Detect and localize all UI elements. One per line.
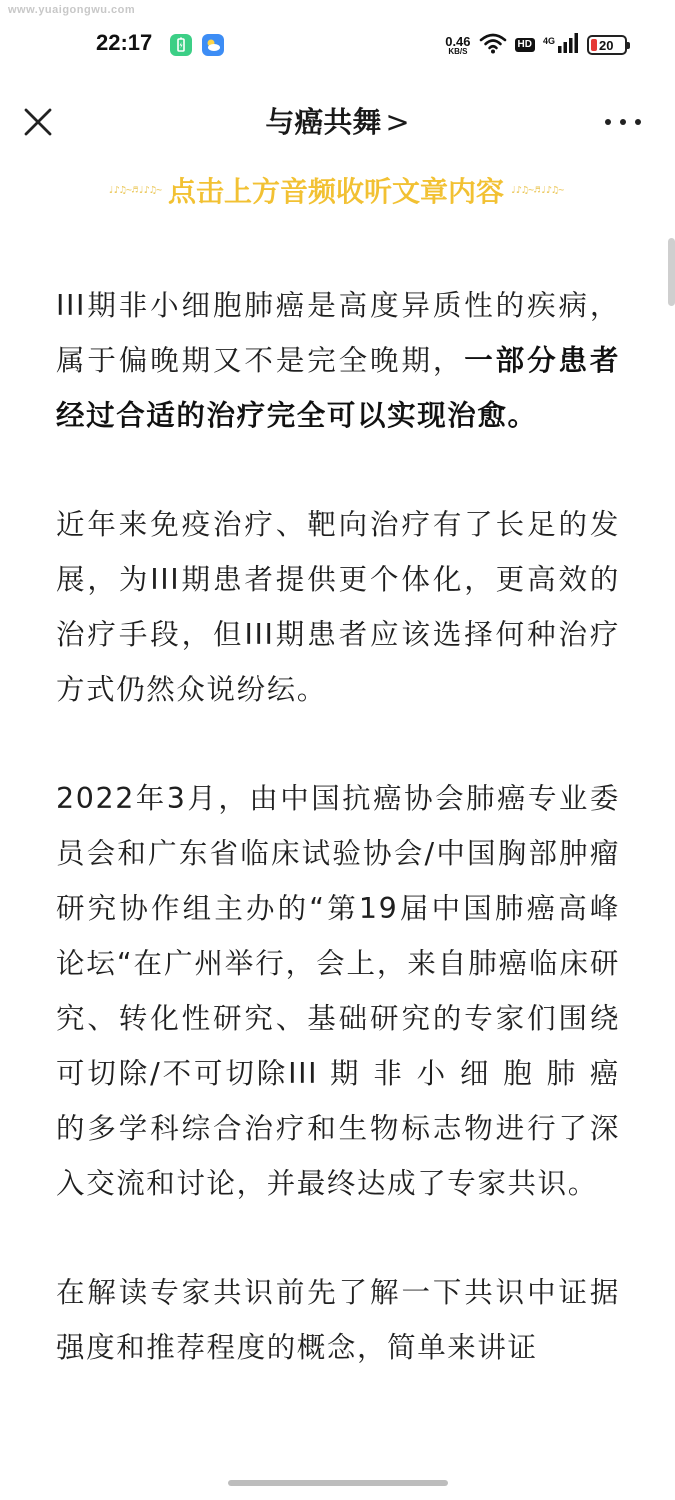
account-title-link[interactable]	[0, 104, 675, 140]
more-icon-dot	[605, 119, 611, 125]
signal-icon	[557, 32, 579, 58]
article-paragraph	[56, 278, 620, 443]
network-type: 4G	[542, 36, 555, 46]
status-time: 22:17	[96, 30, 153, 55]
hd-badge: HD	[515, 38, 535, 52]
article-paragraph: 2022年3月，由中国抗癌协会肺癌专业委员会和广东省临床试验协会/中国胸部肿瘤研究协作组主办的“第19届中国肺癌高峰论坛“在广州举行，会上，来自肺癌临床研究、转化性研究、基础研究的专家们围绕可切除/不可切除III 期 非 小 细 胞 肺 癌的多学科综合治疗和生物标志物进行了深入交流和讨论，并最终达成了专家共识。	[56, 782, 620, 1200]
home-indicator[interactable]	[228, 1480, 448, 1486]
article-paragraph: 近年来免疫治疗、靶向治疗有了长足的发展，为III期患者提供更个体化，更高效的治疗手段，但III期患者应该选择何种治疗方式仍然众说纷纭。	[56, 508, 620, 706]
network-speed-value: 0.46	[445, 33, 471, 49]
battery-app-icon	[170, 34, 192, 56]
battery-fill	[591, 39, 597, 51]
chevron-right-icon: >	[385, 105, 410, 139]
paragraph-bold-text: 一部分患者经过合适的治疗完全可以实现治愈。	[56, 344, 620, 432]
battery-level: 20	[599, 37, 614, 53]
audio-banner	[56, 168, 616, 212]
more-icon-dot	[635, 119, 641, 125]
network-speed	[445, 35, 470, 56]
audio-prompt-text: 点击上方音频收听文章内容	[167, 175, 504, 208]
more-button[interactable]	[605, 114, 641, 130]
music-notes-decoration: ♩♪♫~♬♩♪♫~	[107, 184, 162, 196]
network-speed-unit: KB/S	[448, 46, 468, 56]
paragraph-text: III期非小细胞肺癌是高度异质性的疾病，属于偏晚期又不是完全晚期，	[56, 289, 620, 377]
article-body	[56, 278, 620, 1375]
scrollbar-thumb[interactable]	[668, 238, 675, 306]
bottom-area	[0, 1445, 675, 1500]
wifi-icon	[479, 32, 507, 58]
music-notes-decoration: ♩♪♫~♬♩♪♫~	[510, 184, 565, 196]
status-indicators	[445, 32, 627, 58]
battery-indicator	[587, 35, 627, 55]
page-title: 与癌共舞	[265, 105, 382, 139]
nav-bar	[0, 90, 675, 154]
more-icon-dot	[620, 119, 626, 125]
article-paragraph: 在解读专家共识前先了解一下共识中证据强度和推荐程度的概念，简单来讲证	[56, 1276, 620, 1364]
weather-icon	[202, 34, 224, 56]
watermark: www.yuaigongwu.com	[8, 4, 136, 16]
status-bar	[0, 0, 675, 90]
